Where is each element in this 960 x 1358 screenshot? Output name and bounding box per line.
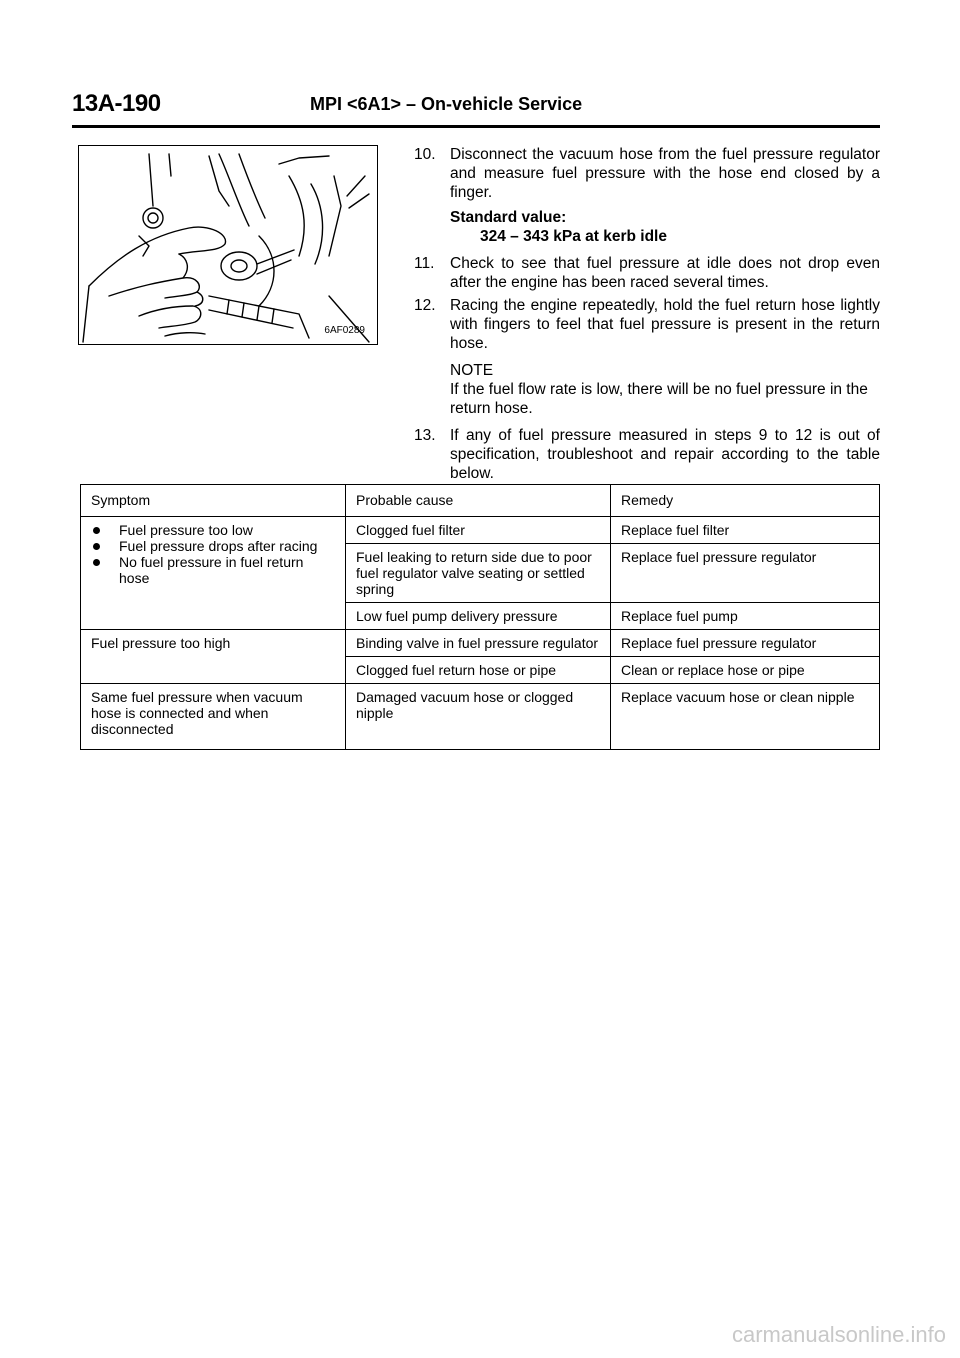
symptom-cell: Same fuel pressure when vacuum hose is connected and when disconnected [81, 684, 346, 750]
step-10 [414, 145, 880, 202]
header-symptom: Symptom [81, 485, 346, 517]
symptom-cell: Fuel pressure too high [81, 630, 346, 684]
note-title: NOTE [450, 362, 494, 379]
header-remedy: Remedy [611, 485, 880, 517]
step-text: Racing the engine repeatedly, hold the fuel return hose lightly with fingers to feel that fuel pressure is present in the return hose. [450, 297, 880, 352]
symptom-cell [81, 517, 346, 630]
remedy-cell: Replace fuel filter [611, 517, 880, 544]
symptom-item: No fuel pressure in fuel return hose [91, 554, 335, 586]
figure-label: 6AF0289 [324, 325, 365, 336]
standard-value [414, 208, 880, 246]
watermark: carmanualsonline.info [731, 1322, 946, 1347]
note-text: If the fuel flow rate is low, there will be no fuel pressure in the return hose. [450, 381, 868, 417]
table-header-row [81, 485, 880, 517]
standard-value-text: 324 – 343 kPa at kerb idle [480, 228, 667, 245]
engine-illustration [78, 145, 378, 345]
symptom-item: Fuel pressure too low [91, 522, 335, 538]
symptom-item: Fuel pressure drops after racing [91, 538, 335, 554]
cause-cell: Damaged vacuum hose or clogged nipple [346, 684, 611, 750]
remedy-cell: Replace fuel pressure regulator [611, 630, 880, 657]
page-number: 13A-190 [72, 90, 161, 117]
page-header [72, 90, 880, 124]
step-text: Disconnect the vacuum hose from the fuel pressure regulator and measure fuel pressure with the hose end closed by a finger. [450, 146, 880, 201]
remedy-cell: Clean or replace hose or pipe [611, 657, 880, 684]
procedure-steps [414, 145, 880, 487]
header-rule [72, 125, 880, 128]
step-13 [414, 426, 880, 483]
cause-cell: Binding valve in fuel pressure regulator [346, 630, 611, 657]
step-12 [414, 296, 880, 353]
table-row [81, 684, 880, 750]
step-number: 11. [414, 255, 435, 272]
step-11 [414, 254, 880, 292]
remedy-cell: Replace fuel pressure regulator [611, 544, 880, 603]
cause-cell: Clogged fuel filter [346, 517, 611, 544]
troubleshooting-table [80, 484, 880, 750]
step-number: 12. [414, 297, 436, 314]
step-text: Check to see that fuel pressure at idle does not drop even after the engine has been raced several times. [450, 255, 880, 291]
table-row [81, 630, 880, 657]
section-title: MPI <6A1> – On-vehicle Service [310, 94, 583, 114]
standard-value-label: Standard value: [450, 209, 567, 226]
cause-cell: Low fuel pump delivery pressure [346, 603, 611, 630]
step-number: 13. [414, 427, 436, 444]
remedy-cell: Replace fuel pump [611, 603, 880, 630]
header-probable-cause: Probable cause [346, 485, 611, 517]
hand-on-hose-drawing [79, 146, 377, 344]
remedy-cell: Replace vacuum hose or clean nipple [611, 684, 880, 750]
step-number: 10. [414, 146, 436, 163]
cause-cell: Clogged fuel return hose or pipe [346, 657, 611, 684]
note [414, 361, 880, 418]
table-row [81, 517, 880, 544]
step-text: If any of fuel pressure measured in steps 9 to 12 is out of specification, troubleshoot and repair according to the table below. [450, 427, 880, 482]
cause-cell: Fuel leaking to return side due to poor fuel regulator valve seating or settled spring [346, 544, 611, 603]
